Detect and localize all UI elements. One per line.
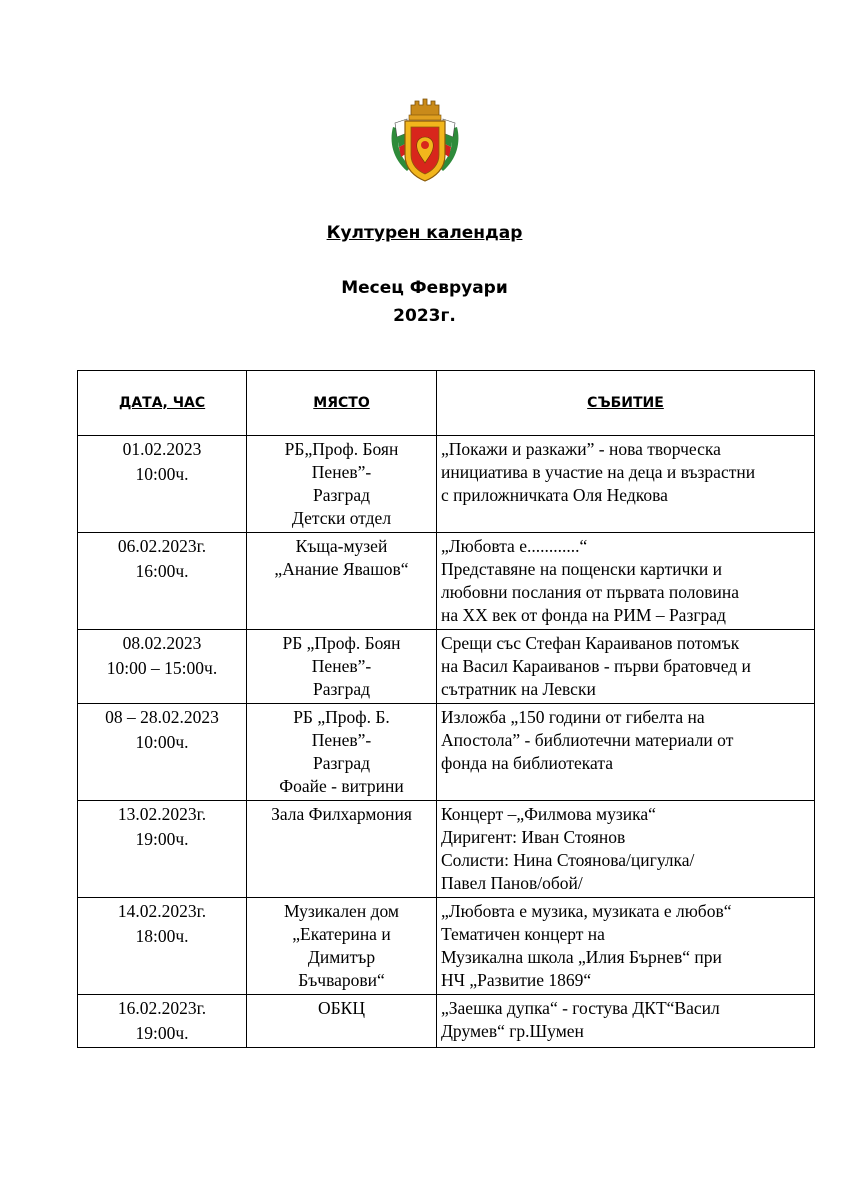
event-line: Представяне на пощенски картички и bbox=[441, 559, 722, 579]
place-cell bbox=[247, 704, 437, 801]
table-row bbox=[78, 436, 815, 533]
table-row bbox=[78, 704, 815, 801]
events-table bbox=[77, 370, 815, 1048]
place-line: „Анание Явашов“ bbox=[274, 559, 409, 579]
date-cell bbox=[78, 995, 247, 1048]
place-line: РБ „Проф. Б. bbox=[293, 707, 390, 727]
place-line: Пенев”- bbox=[311, 730, 372, 750]
event-date: 01.02.2023 bbox=[122, 439, 202, 459]
place-line: Бъчварови“ bbox=[298, 970, 385, 990]
place-cell bbox=[247, 995, 437, 1048]
event-cell bbox=[437, 704, 815, 801]
place-line: РБ „Проф. Боян bbox=[282, 633, 401, 653]
table-row bbox=[78, 995, 815, 1048]
date-cell bbox=[78, 704, 247, 801]
event-line: Тематичен концерт на bbox=[441, 924, 605, 944]
event-date: 16.02.2023г. bbox=[117, 998, 207, 1018]
event-date: 06.02.2023г. bbox=[117, 536, 207, 556]
event-line: „Покажи и разкажи” - нова творческа bbox=[441, 439, 721, 459]
page-title: Културен календар bbox=[326, 223, 523, 243]
place-line: Разград bbox=[312, 753, 370, 773]
place-line: ОБКЦ bbox=[318, 998, 365, 1018]
event-line: Друмев“ гр.Шумен bbox=[441, 1021, 584, 1041]
date-cell bbox=[78, 801, 247, 898]
event-time: 19:00ч. bbox=[135, 1023, 189, 1043]
event-line: инициатива в участие на деца и възрастни bbox=[441, 462, 756, 482]
table-header-row bbox=[78, 371, 815, 436]
event-cell bbox=[437, 630, 815, 704]
column-header-place: МЯСТО bbox=[247, 371, 437, 436]
year-heading: 2023г. bbox=[393, 306, 456, 326]
place-cell bbox=[247, 630, 437, 704]
event-line: „Любовта е музика, музиката е любов“ bbox=[441, 901, 732, 921]
table-row bbox=[78, 801, 815, 898]
event-cell bbox=[437, 436, 815, 533]
place-line: РБ„Проф. Боян bbox=[284, 439, 399, 459]
place-line: Разград bbox=[312, 679, 370, 699]
place-line: Музикален дом bbox=[284, 901, 399, 921]
event-time: 16:00ч. bbox=[135, 561, 189, 581]
event-line: Срещи със Стефан Караиванов потомък bbox=[441, 633, 740, 653]
date-cell bbox=[78, 533, 247, 630]
event-line: „Любовта е............“ bbox=[441, 536, 588, 556]
event-time: 19:00ч. bbox=[135, 829, 189, 849]
table-row bbox=[78, 630, 815, 704]
event-line: НЧ „Развитие 1869“ bbox=[441, 970, 592, 990]
place-line: Зала Филхармония bbox=[271, 804, 412, 824]
place-line: Пенев”- bbox=[311, 656, 372, 676]
event-time: 10:00 – 15:00ч. bbox=[106, 658, 218, 678]
coat-of-arms-logo bbox=[387, 97, 463, 183]
table-row bbox=[78, 533, 815, 630]
event-cell bbox=[437, 801, 815, 898]
table-row bbox=[78, 898, 815, 995]
event-cell bbox=[437, 533, 815, 630]
event-cell bbox=[437, 898, 815, 995]
column-header-date: ДАТА, ЧАС bbox=[78, 371, 247, 436]
event-line: Изложба „150 години от гибелта на bbox=[441, 707, 705, 727]
event-line: „Заешка дупка“ - гостува ДКТ“Васил bbox=[441, 998, 720, 1018]
date-cell bbox=[78, 898, 247, 995]
event-time: 18:00ч. bbox=[135, 926, 189, 946]
month-heading: Месец Февруари bbox=[341, 278, 508, 298]
place-line: Къща-музей bbox=[295, 536, 388, 556]
date-cell bbox=[78, 630, 247, 704]
place-line: Димитър bbox=[307, 947, 376, 967]
date-cell bbox=[78, 436, 247, 533]
event-date: 13.02.2023г. bbox=[117, 804, 207, 824]
event-time: 10:00ч. bbox=[135, 732, 189, 752]
place-cell bbox=[247, 533, 437, 630]
event-line: сътратник на Левски bbox=[441, 679, 596, 699]
event-date: 08.02.2023 bbox=[122, 633, 202, 653]
event-line: с приложничката Оля Недкова bbox=[441, 485, 668, 505]
place-line: Пенев”- bbox=[311, 462, 372, 482]
event-time: 10:00ч. bbox=[135, 464, 189, 484]
place-line: Детски отдел bbox=[291, 508, 392, 528]
place-line: Разград bbox=[312, 485, 370, 505]
column-header-event: СЪБИТИЕ bbox=[437, 371, 815, 436]
event-line: Концерт –„Филмова музика“ bbox=[441, 804, 656, 824]
event-cell bbox=[437, 995, 815, 1048]
event-line: на Васил Караиванов - първи братовчед и bbox=[441, 656, 751, 676]
event-line: на XX век от фонда на РИМ – Разград bbox=[441, 605, 726, 625]
event-line: Апостола” - библиотечни материали от bbox=[441, 730, 734, 750]
event-line: Музикална школа „Илия Бърнев“ при bbox=[441, 947, 722, 967]
event-line: Диригент: Иван Стоянов bbox=[441, 827, 626, 847]
place-cell bbox=[247, 436, 437, 533]
place-cell bbox=[247, 898, 437, 995]
place-line: Фоайе - витрини bbox=[279, 776, 404, 796]
event-line: Солисти: Нина Стоянова/цигулка/ bbox=[441, 850, 695, 870]
place-cell bbox=[247, 801, 437, 898]
event-date: 14.02.2023г. bbox=[117, 901, 207, 921]
event-line: Павел Панов/обой/ bbox=[441, 873, 583, 893]
event-line: любовни послания от първата половина bbox=[441, 582, 739, 602]
event-line: фонда на библиотеката bbox=[441, 753, 613, 773]
event-date: 08 – 28.02.2023 bbox=[105, 707, 219, 727]
place-line: „Екатерина и bbox=[292, 924, 391, 944]
